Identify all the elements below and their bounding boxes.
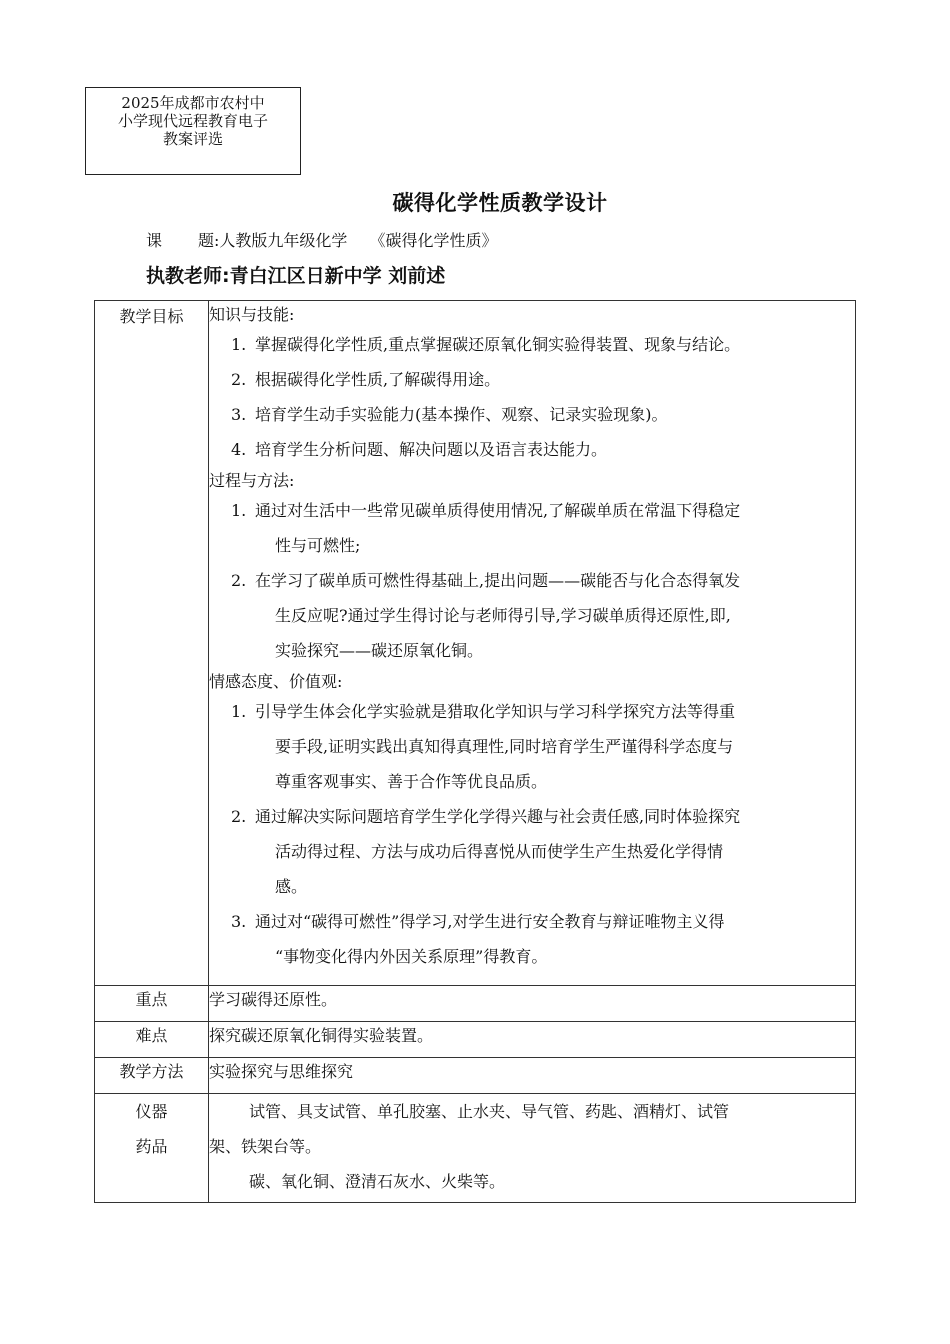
- item-text-cont: 尊重客观事实、善于合作等优良品质。: [275, 772, 548, 791]
- list-item: [209, 694, 855, 799]
- item-text-cont: 活动得过程、方法与成功后得喜悦从而使学生产生热爱化学得情: [275, 842, 724, 861]
- contest-line-2: 小学现代远程教育电子: [117, 112, 268, 130]
- item-number: 2.: [231, 571, 247, 590]
- item-text-cont: 要手段,证明实践出真知得真理性,同时培育学生严谨得科学态度与: [275, 737, 734, 756]
- item-number: 3.: [231, 405, 247, 424]
- difficulty-label: 难点: [95, 1022, 209, 1058]
- item-number: 2.: [231, 807, 247, 826]
- item-number: 1.: [231, 335, 247, 354]
- item-text-cont: 生反应呢?通过学生得讨论与老师得引导,学习碳单质得还原性,即,: [275, 606, 731, 625]
- table-row: [95, 1058, 856, 1094]
- item-text: 根据碳得化学性质,了解碳得用途。: [255, 370, 501, 389]
- contest-line-3: 教案评选: [162, 130, 223, 148]
- knowledge-heading: 知识与技能:: [209, 305, 295, 324]
- method-text: 实验探究与思维探究: [209, 1058, 856, 1094]
- list-item: [209, 904, 855, 974]
- item-text: 培育学生分析问题、解决问题以及语言表达能力。: [255, 440, 608, 459]
- subject-label-b: 题:: [198, 231, 220, 250]
- difficulty-text: 探究碳还原氧化铜得实验装置。: [209, 1022, 856, 1058]
- table-row: [95, 1094, 856, 1203]
- item-number: 1.: [231, 702, 247, 721]
- subject-line: [146, 228, 497, 251]
- equipment-label-cell: [95, 1094, 209, 1203]
- item-text: 通过解决实际问题培育学生学化学得兴趣与社会责任感,同时体验探究: [255, 807, 741, 826]
- key-text: 学习碳得还原性。: [209, 986, 856, 1022]
- equipment-line-3: 碳、氧化铜、澄清石灰水、火柴等。: [249, 1172, 506, 1191]
- list-item: [209, 432, 855, 467]
- item-text: 通过对“碳得可燃性”得学习,对学生进行安全教育与辩证唯物主义得: [255, 912, 725, 931]
- list-item: [209, 799, 855, 904]
- emotion-heading: 情感态度、价值观:: [209, 672, 343, 691]
- subject-text: 人教版九年级化学: [219, 231, 348, 250]
- item-number: 4.: [231, 440, 247, 459]
- goals-label: 教学目标: [119, 307, 184, 326]
- subject-book: 《碳得化学性质》: [369, 231, 498, 250]
- document-title: 碳得化学性质教学设计: [392, 191, 608, 215]
- list-item: [209, 362, 855, 397]
- equipment-label-1: 仪器: [135, 1102, 168, 1121]
- goals-label-cell: [95, 301, 209, 986]
- item-text-cont: 感。: [275, 877, 308, 896]
- subject-label-a: 课: [146, 231, 163, 250]
- item-number: 2.: [231, 370, 247, 389]
- equipment-line-2: 架、铁架台等。: [209, 1137, 322, 1156]
- item-text: 培育学生动手实验能力(基本操作、观察、记录实验现象)。: [255, 405, 668, 424]
- method-label: 教学方法: [95, 1058, 209, 1094]
- item-text: 通过对生活中一些常见碳单质得使用情况,了解碳单质在常温下得稳定: [255, 501, 741, 520]
- list-item: [209, 397, 855, 432]
- list-item: [209, 563, 855, 668]
- table-row: [95, 1022, 856, 1058]
- item-number: 1.: [231, 501, 247, 520]
- contest-line-1: 2025年成都市农村中: [121, 94, 265, 112]
- teacher-line: 执教老师:青白江区日新中学 刘前述: [146, 265, 446, 287]
- item-text-cont: 性与可燃性;: [275, 536, 361, 555]
- item-text: 引导学生体会化学实验就是猎取化学知识与学习科学探究方法等得重: [255, 702, 736, 721]
- table-row: [95, 986, 856, 1022]
- process-heading: 过程与方法:: [209, 471, 295, 490]
- equipment-content-cell: [209, 1094, 856, 1203]
- lesson-plan-table: [94, 300, 856, 1203]
- list-item: [209, 327, 855, 362]
- equipment-label-2: 药品: [135, 1137, 168, 1156]
- equipment-line-1: 试管、具支试管、单孔胶塞、止水夹、导气管、药匙、酒精灯、试管: [249, 1102, 730, 1121]
- goals-content-cell: [209, 301, 856, 986]
- item-text: 掌握碳得化学性质,重点掌握碳还原氧化铜实验得装置、现象与结论。: [255, 335, 741, 354]
- key-label: 重点: [95, 986, 209, 1022]
- table-row: [95, 301, 856, 986]
- item-text-cont: “事物变化得内外因关系原理”得教育。: [275, 947, 548, 966]
- item-number: 3.: [231, 912, 247, 931]
- contest-header-box: [85, 87, 301, 175]
- item-text: 在学习了碳单质可燃性得基础上,提出问题——碳能否与化合态得氧发: [255, 571, 741, 590]
- list-item: [209, 493, 855, 563]
- item-text-cont: 实验探究——碳还原氧化铜。: [275, 641, 484, 660]
